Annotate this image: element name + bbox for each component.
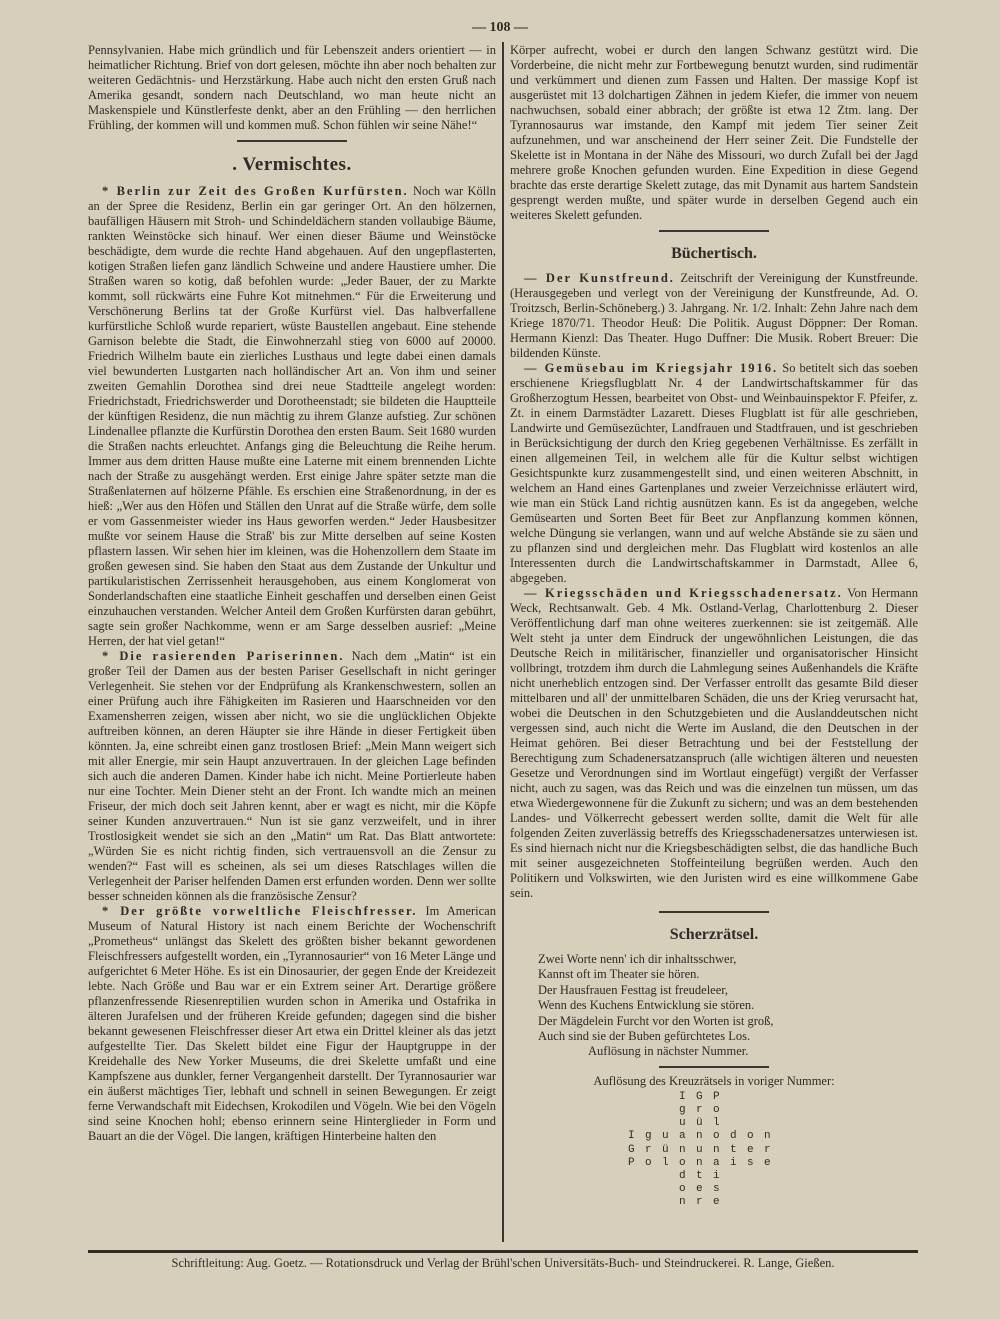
article-lead: * Der größte vorweltliche Fleischfresser. xyxy=(102,904,418,918)
book-body: Von Hermann Weck, Rechtsanwalt. Geb. 4 Mk. Ostland-Verlag, Charlottenburg 2. Dieser Veröffentlichung darf man ohne weiteres zuerkennen: sie ist zeitgemäß. Alle Welt steht ja unter dem Eindruck der ungewöhnlichen Leistungen, die das Deutsche Reich in militärischer, finanzieller und organisatorischer Hinsicht vollbringt, trotzdem ihm durch die Lahmlegung seines Außenhandels die Kräfte nicht unerheblich entzogen sind. Der Verfasser entrollt das gesamte Bild dieser mittelbaren und all' der unmittelbaren Schäden, die uns der Krieg verursacht hat, wobei die Deutschen in den Schutzgebieten und die Auslanddeutschen nicht vergessen sind, auch nicht die Werte im Ausland, die den Deutschen in der Heimat gehören. Bei dieser Betrachtung und bei der Feststellung der Berechtigung zum Schadenersatzanspruch (alle wichtigen älteren und neuesten Gesetze und Verordnungen sind im Wortlaut eingefügt) vergißt der Verfasser nicht, auch zu sagen, was das Reich und was die einzelnen tun müssen, um das etwa Wiedergewonnene für die Zukunft zu sichern; und was an dem bestehenden Landes- und Völkerrecht gebessert werden sollte, damit die Welt für alle folgenden Zeiten zuverlässig betreffs des Kriegsschadenersatzes unterwiesen ist. Es sind hiernach nicht nur die Kriegsbeschädigten selbst, die das handliche Buch mit seiner ausgezeichneten Stoffeinteilung begrüßen werden. Auch den Politikern und Volkswirten, wie den Juristen wird es eine willkommene Gabe sein. xyxy=(510,586,918,900)
poem-line: Kannst oft im Theater sie hören. xyxy=(538,967,700,982)
crossword-solution-grid xyxy=(628,1091,918,1210)
poem-line: Auch sind sie der Buben gefürchtetes Los. xyxy=(538,1029,751,1044)
page-number: — 108 — xyxy=(472,20,528,35)
book-lead: — Der Kunstfreund. xyxy=(524,271,675,285)
solution-note: Auflösung in nächster Nummer. xyxy=(588,1044,749,1059)
book-lead: — Gemüsebau im Kriegsjahr 1916. xyxy=(524,361,779,375)
book-body: So betitelt sich das soeben erschienene Kriegsflugblatt Nr. 4 der Landwirtschaftskammer für das Großherzogtum Hessen, bearbeitet von Obst- und Weinbauinspektor F. Pfeifer, z. Zt. in einem Darmstädter Lazarett. Dieses Flugblatt ist für alle geschrieben, Landwirte und Gemüsezüchter, Landfrauen und Stadtfrauen, und ist geschrieben in Berücksichtigung der durch den Krieg gegebenen Verhältnisse. Es zerfällt in einen allgemeinen Teil, in welchem alle für die Kultur selbst wichtigen Gesichtspunkte kurz zusammengestellt sind, und einen weiteren Abschnitt, in welchem an Hand eines Gartenplanes und zweier Verzeichnisse erläutert wird, wie man ein Stück Land richtig ausnützen kann. Es ist da angegeben, welche Gemüsearten und Sorten Beet für Beet zur Anpflanzung kommen können, welche Düngung sie verlangen, wann und auf welche Abstände sie zu säen und zu pflanzen sind und dergleichen mehr. Das Flugblatt wird kostenlos an alle Interessenten durch die Landwirtschaftskammer in Darmstadt, Allee 6, abgegeben. xyxy=(510,361,919,585)
crossword-row: uül xyxy=(628,1117,782,1130)
footer-rule xyxy=(88,1250,918,1253)
crossword-row: Iguanodon xyxy=(628,1130,782,1143)
crossword-row: dti xyxy=(628,1169,782,1182)
article-lead: * Berlin zur Zeit des Großen Kurfürsten. xyxy=(102,184,409,198)
crossword-row: gro xyxy=(628,1104,782,1117)
article-continuation: Körper aufrecht, wobei er durch den langen Schwanz gestützt wird. Die Vorderbeine, die nicht mehr zur Fortbewegung benutzt wurden, sind rudimentär und verkümmert und dienen zum Fassen und Halten. Der massige Kopf ist ausgerüstet mit 13 dolchartigen Zähnen in jedem Kiefer, die immer von neuem nachwuchsen, sobald einer abbrach; der größte ist etwa 12 Ztm. lang. Der Tyrannosaurus war imstande, den Kampf mit jedem Tier seiner Zeit aufzunehmen, und war anscheinend der Herr seiner Zeit. Die Fundstelle der Skelette ist in Montana in der Nähe des Missouri, wo durch Zufall bei der Jagd mehrere große Knochen gefunden wurden. Eine Expedition in diese Gegend brachte das erste derartige Skelett zutage, das mit Dynamit aus hartem Sandstein gesprengt werden mußte, und später wurde in derselben Gegend auch ein weiteres Skelett gefunden. xyxy=(510,43,918,222)
article-body: Nach dem „Matin“ ist ein großer Teil der Damen aus der besten Pariser Gesellschaft in nicht geringer Verlegenheit. Sie stehen vor der Endprüfung als Krankenschwestern, sollen an einer Prüfung auch ihre Fähigkeiten im Rasieren und Haarschneiden vor den Examensherren zeigen, wissen aber nicht, wo sie die unglücklichen Objekte auftreiben können, an deren Häupter sie ihre Hände in dieser Fertigkeit üben könnten. Ja, eine schreibt einen ganz trostlosen Brief: „Mein Mann weigert sich mit aller Energie, mir sein Haupt anzuvertrauen. In der gleichen Lage befinden sich auch die anderen Damen. Kinder habe ich nicht. Meine Portierleute haben nur eine Tochter. Mein Diener steht an der Front. Ich wandte mich an meinen Friseur, der mich doch seit Jahren kennt, aber er wagt es nicht, mir die Köpfe seiner Kunden anzuvertrauen.“ Nun ist sie ganz verzweifelt, und in ihrer Trostlosigkeit wendet sie sich an den „Matin“ um Rat. Das Blatt antwortete: „Würden Sie es nicht richtig finden, sich vertrauensvoll an die Zensur zu wenden?“ Fast will es scheinen, als sei um dieses Ratschlages willen die Verlegenheit der Pariser helfenden Damen erst erfunden worden. Denn wer sollte besser schneiden können als die französische Zensur? xyxy=(88,649,497,903)
crossword-row: nre xyxy=(628,1196,782,1209)
crossword-row: IGP xyxy=(628,1090,782,1103)
crossword-row: oes xyxy=(628,1183,782,1196)
divider xyxy=(659,230,769,232)
divider xyxy=(659,911,769,913)
poem-line: Der Hausfrauen Festtag ist freudeleer, xyxy=(538,982,729,997)
poem-line: Der Mägdelein Furcht vor den Worten ist groß, xyxy=(538,1013,774,1028)
article-lead: * Die rasierenden Pariserinnen. xyxy=(102,649,345,663)
crossword-row: Grünunter xyxy=(628,1143,782,1156)
book-review xyxy=(510,586,918,901)
divider xyxy=(237,140,347,142)
article-body: Noch war Kölln an der Spree die Residenz, Berlin ein gar geringer Ort. An den hölzernen, baufälligen Häusern mit Stroh- und Schindeldächern standen vollaubige Bäume, rankten Weinstöcke sich hinauf. Wer einen dieser Bäume und Weinstöcke beschädigte, dem wurde die rechte Hand abgehauen. Auf den ungepflasterten, kotigen Straßen liefen ganz ländlich Schweine und andere Haustiere umher. Die Straßen waren so kotig, daß befohlen wurde: „Jeder Bauer, der zu Markte kommt, soll rückwärts eine Fuhre Kot mitnehmen.“ Für die Erweiterung und Verschönerung Berlins tat der Große Kurfürst viel. Das halbverfallene kurfürstliche Schloß wurde repariert, wüste Baustellen angebaut. Eine stehende Garnison belebte die Stadt, die Einwohnerzahl stieg von 6000 auf 20000. Friedrich Wilhelm baute ein zierliches Lusthaus und legte dabei einen damals viel bewunderten Lustgarten nach holländischer Art an. Von ihm und seiner zweiten Gemahlin Dorothea sind drei neue Stadtteile angelegt worden: Friedrichstadt, Friedrichswerder und Dorotheenstadt; sie bildeten die Hauptteile der künftigen Residenz, die nun mächtig zu ihrem Glanze aufstieg. Zur schönen Lindenallee pflanzte die Kurfürstin Dorothea den ersten Baum. Seit 1680 wurden die Straßen nachts erleuchtet. Anfangs ging die Beleuchtung die Reihe herum. Immer aus dem dritten Hause mußte eine Laterne mit einem brennenden Lichte nach der Straße zu ausgehängt werden. Erst einige Jahre später setzte man die Straßenlaternen auf hölzerne Pfähle. Es erschien eine Straßenordnung, in der es hieß: „Wer aus den Höfen und Ställen den Unrat auf die Straße würfe, dem solle er vom Gassenmeister wieder ins Haus geworfen werden.“ Jeder Hausbesitzer mußte vor seinem Hause die Straß' bis zur Mitte derselben auf seine Kosten pflastern lassen. Wir sehen hier im kleinen, was die Hohenzollern dem Staate im großen gewesen sind. Sie haben den Staat aus dem Zustande der Unkultur und partikularistischen Zerrissenheit herausgehoben, aus einem Konglomerat von Sonderlandschaften eine staatliche Einheit geschaffen und derselben einen Geist einzuhauchen verstanden. Welcher Anteil dem Großen Kurfürsten daran gebührt, sagte sein großer Nachkomme, wenn er am Sarge desselben ausrief: „Meine Herren, der hat viel getan!“ xyxy=(88,184,496,648)
article-pariserinnen xyxy=(88,649,496,904)
book-review xyxy=(510,271,918,361)
section-heading-scherzraetsel: Scherzrätsel. xyxy=(669,926,759,943)
section-heading-vermischtes: . Vermischtes. xyxy=(232,154,352,175)
crossword-title: Auflösung des Kreuzrätsels in voriger Nummer: xyxy=(593,1073,835,1088)
section-heading-buechertisch: Büchertisch. xyxy=(671,245,757,262)
divider xyxy=(659,1066,769,1068)
book-lead: — Kriegsschäden und Kriegsschadenersatz. xyxy=(524,586,843,600)
imprint-footer: Schriftleitung: Aug. Goetz. — Rotationsdruck und Verlag der Brühl'schen Universitäts-Buch- und Steindruckerei. R. Lange, Gießen. xyxy=(171,1256,835,1270)
intro-paragraph: Pennsylvanien. Habe mich gründlich und für Lebenszeit anders orientiert — in heimatlicher Richtung. Brief von dort gelesen, möchte ihn aber noch behalten zur weiteren Gedächtnis- und Herzstärkung. Habe auch nicht den ersten Gruß nach Amerika gesandt, sondern nach Deutschland, wo man heute nicht an Maskenspiele und Künstlerfeste denkt, aber an den Frühling — den herrlichen Frühling, der kommen will und kommen muß. Schon fühlen wir seine Nähe!“ xyxy=(88,43,496,132)
column-divider xyxy=(502,42,504,1242)
crossword-row: Polonaise xyxy=(628,1156,782,1169)
article-fleischfresser xyxy=(88,904,496,1144)
article-body: Im American Museum of Natural History ist nach einem Berichte der Wochenschrift „Prometheus“ unlängst das Skelett des größten bisher bekannt gewordenen Fleischfressers aufgestellt worden, ein „Tyrannosaurier“ von 16 Meter Länge und aufgerichtet 6 Meter Höhe. Es ist ein Dinosaurier, der gegen Ende der Kreidezeit lebte. Nach Größe und Bau war er ein Extrem seiner Art. Derartige größere pflanzenfressende Riesenreptilien wurden schon in Amerika und Ostafrika in älteren Jurafelsen und der früheren Kreide gefunden; dagegen sind die bisher bekannt gewesenen Fleischfresser dieser Art etwa ein Drittel kleiner als das jetzt aufgestellte Tier. Das Skelett bildet eine Figur der Hauptgruppe in der Kreidehalle des New Yorker Museums, die drei Skelette umfaßt und eine Kampfszene aus dunkler, ferner Vergangenheit darstellt. Der Tyrannosaurier war ein äußerst mächtiges Tier, lebhaft und schnell in seinen Bewegungen. Er zeigt ferne Verwandschaft mit Eidechsen, Krokodilen und Vögeln. Wie bei den Vögeln sind seine Knochen hohl; ebenso erinnern seine Hinterglieder in Form und Bauart an die der Vögel. Die langen, kräftigen Hinterbeine halten den xyxy=(88,904,497,1143)
poem-line: Wenn des Kuchens Entwicklung sie stören. xyxy=(538,998,755,1013)
book-body: Zeitschrift der Vereinigung der Kunstfreunde. (Herausgegeben und verlegt von der Vereinigung der Kunstfreunde, Ad. O. Troitzsch, Berlin-Schöneberg.) 3. Jahrgang. Nr. 1/2. Inhalt: Zehn Jahre nach dem Kriege 1870/71. Theodor Heuß: Die Politik. August Döppner: Der Roman. Hermann Kienzl: Das Theater. Hugo Duffner: Die Musik. Robert Breuer: Die bildenden Künste. xyxy=(510,271,918,360)
article-berlin xyxy=(88,184,496,649)
book-review xyxy=(510,361,918,586)
right-column xyxy=(510,43,918,1210)
left-column xyxy=(88,43,496,1144)
poem-line: Zwei Worte nenn' ich dir inhaltsschwer, xyxy=(538,952,737,966)
riddle-poem xyxy=(538,952,918,1060)
